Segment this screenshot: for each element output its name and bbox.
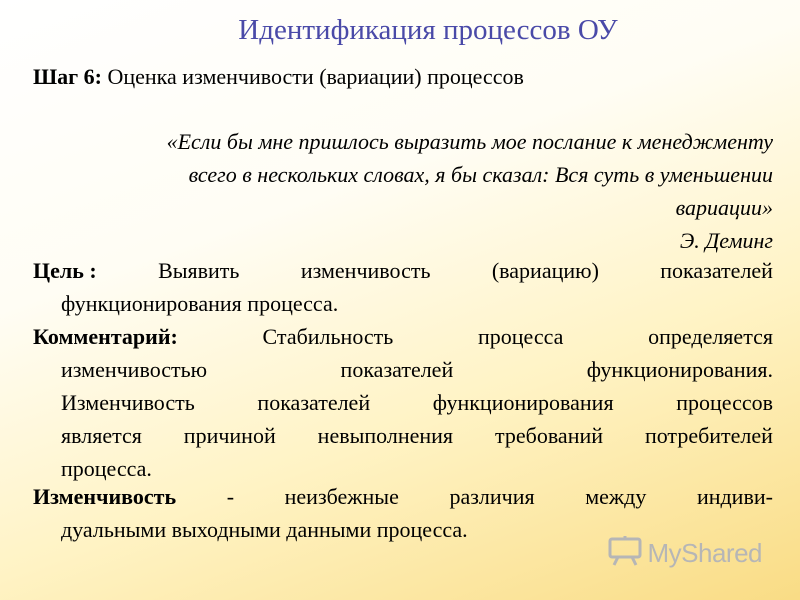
- variability-line-1: [33, 480, 773, 513]
- variability-line-2: дуальными выходными данными процесса.: [61, 517, 468, 542]
- variability-word: между: [585, 484, 647, 509]
- comment-word: процесса: [478, 324, 564, 349]
- comment-word: требований: [494, 423, 604, 448]
- comment-word: функционирования: [432, 390, 614, 415]
- logo-text: MyShared: [647, 538, 762, 568]
- comment-word: изменчивостью: [61, 357, 208, 382]
- quote-line-2: всего в нескольких словах, я бы сказал: Вся суть в уменьшении: [188, 162, 773, 187]
- myshared-logo: [608, 536, 763, 571]
- deming-quote: [33, 125, 773, 257]
- goal-paragraph: [33, 254, 773, 320]
- comment-word: невыполнения: [317, 423, 454, 448]
- comment-word: потребителей: [644, 423, 773, 448]
- goal-word: (вариацию): [491, 258, 599, 283]
- comment-word: процессов: [676, 390, 773, 415]
- comment-word: показателей: [340, 357, 454, 382]
- presentation-board-icon: [608, 536, 642, 571]
- goal-word: Выявить: [158, 258, 240, 283]
- variability-term: Изменчивость: [33, 484, 177, 509]
- goal-word: показателей: [660, 258, 773, 283]
- comment-word: показателей: [257, 390, 371, 415]
- variability-word: неизбежные: [284, 484, 399, 509]
- goal-line-2: функционирования процесса.: [61, 291, 339, 316]
- comment-word: определяется: [648, 324, 773, 349]
- comment-word: является: [61, 423, 142, 448]
- quote-line-3: вариации»: [675, 195, 773, 220]
- step-heading: [33, 64, 524, 90]
- goal-line-1: [33, 254, 773, 287]
- comment-word: Стабильность: [262, 324, 394, 349]
- goal-word: изменчивость: [300, 258, 431, 283]
- comment-paragraph: [33, 320, 773, 485]
- slide-title: Идентификация процессов ОУ: [238, 14, 618, 46]
- comment-term: Комментарий:: [33, 324, 178, 349]
- comment-word: Изменчивость: [61, 390, 195, 415]
- quote-line-1: «Если бы мне пришлось выразить мое послание к менеджменту: [166, 129, 773, 154]
- variability-word: индиви-: [696, 484, 773, 509]
- comment-line-2: [33, 353, 773, 386]
- comment-word: причиной: [183, 423, 276, 448]
- comment-line-4: [33, 419, 773, 452]
- comment-line-5: процесса.: [61, 456, 152, 481]
- variability-word: различия: [449, 484, 535, 509]
- variability-word: -: [226, 484, 235, 509]
- goal-term: Цель :: [33, 258, 97, 283]
- comment-word: функционирования.: [586, 357, 773, 382]
- step-text: Оценка изменчивости (вариации) процессов: [101, 64, 524, 89]
- step-label: Шаг 6:: [33, 64, 102, 89]
- comment-line-1: [33, 320, 773, 353]
- quote-author: Э. Деминг: [679, 228, 773, 253]
- comment-line-3: [33, 386, 773, 419]
